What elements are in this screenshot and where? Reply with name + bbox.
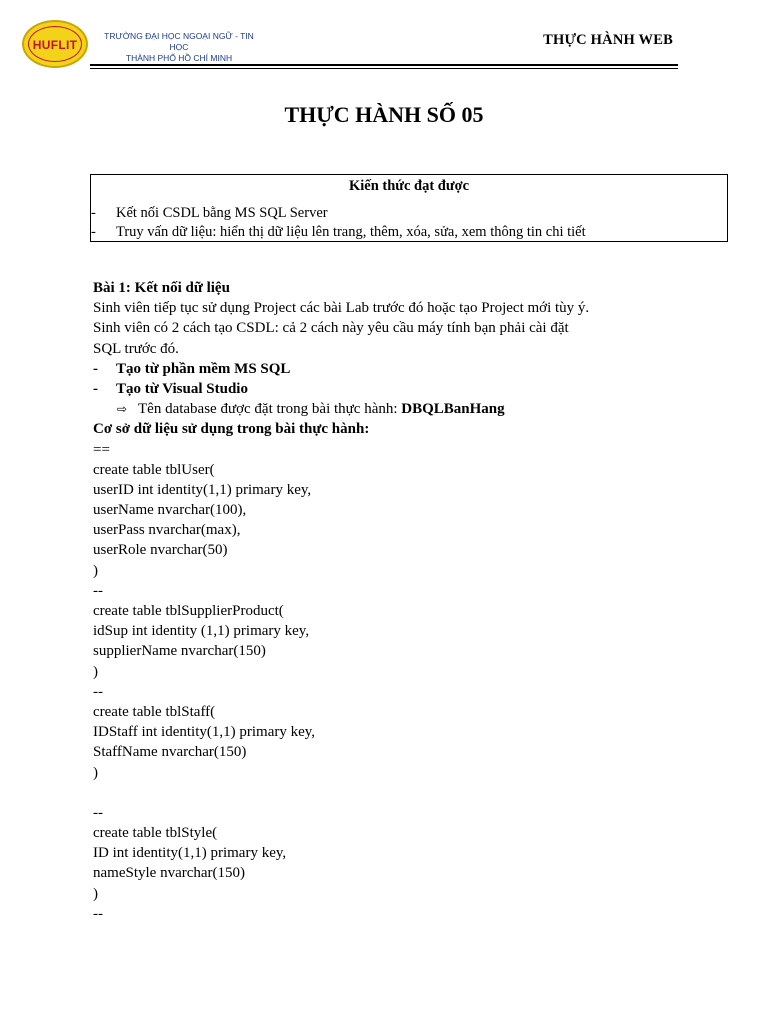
blank-line (93, 783, 733, 803)
code-line: userName nvarchar(100), (93, 502, 247, 519)
arrow-right-icon: ⇨ (117, 402, 128, 417)
page-header (0, 0, 768, 80)
code-line: create table tblUser( (93, 461, 215, 478)
code-line: userRole nvarchar(50) (93, 542, 228, 559)
bullet-text: Tạo từ phần mềm MS SQL (116, 360, 291, 377)
header-rule-thin (90, 68, 678, 69)
document-title: THỰC HÀNH SỐ 05 (284, 102, 484, 127)
code-line: ID int identity(1,1) primary key, (93, 845, 287, 862)
database-name: DBQLBanHang (401, 401, 505, 418)
school-name-line1: TRƯỜNG ĐẠI HỌC NGOẠI NGỮ - TIN HỌC (104, 31, 254, 52)
code-line: nameStyle nvarchar(150) (93, 865, 246, 882)
bullet-item (93, 379, 733, 399)
code-line: == (93, 441, 110, 458)
database-note-prefix: Tên database được đặt trong bài thực hành: (138, 401, 402, 418)
knowledge-item-text: Kết nối CSDL bằng MS SQL Server (116, 205, 328, 221)
database-note (93, 399, 733, 419)
dash-bullet: - (91, 205, 96, 221)
knowledge-box (90, 174, 728, 242)
logo-text: HUFLIT (32, 38, 78, 52)
code-line: ) (93, 885, 98, 902)
bullet-text: Tạo từ Visual Studio (116, 380, 248, 397)
paragraph: SQL trước đó. (93, 340, 179, 357)
code-line: StaffName nvarchar(150) (93, 744, 247, 761)
code-line: ) (93, 663, 98, 680)
code-line: supplierName nvarchar(150) (93, 643, 266, 660)
school-name-line2: THÀNH PHỐ HỒ CHÍ MINH (125, 53, 233, 63)
code-line: ) (93, 562, 98, 579)
lesson-heading: Bài 1: Kết nối dữ liệu (93, 280, 230, 296)
paragraph: Sinh viên có 2 cách tạo CSDL: cả 2 cách này yêu cầu máy tính bạn phải cài đặt (93, 320, 569, 337)
knowledge-item-text: Truy vấn dữ liệu: hiển thị dữ liệu lên trang, thêm, xóa, sửa, xem thông tin chi tiết (116, 224, 586, 240)
code-line: userID int identity(1,1) primary key, (93, 481, 312, 498)
paragraph: Sinh viên tiếp tục sử dụng Project các bài Lab trước đó hoặc tạo Project mới tùy ý. (93, 300, 590, 317)
bullet-item (93, 359, 733, 379)
code-line: -- (93, 582, 103, 599)
school-name (94, 31, 264, 64)
database-heading: Cơ sở dữ liệu sử dụng trong bài thực hành: (93, 421, 370, 438)
dash-bullet: - (91, 224, 96, 240)
code-line: -- (93, 683, 103, 700)
code-line: create table tblStyle( (93, 825, 218, 842)
code-line: ) (93, 764, 98, 781)
code-line: IDStaff int identity(1,1) primary key, (93, 724, 316, 741)
university-logo (22, 20, 88, 68)
dash-bullet: - (93, 360, 98, 377)
code-line: userPass nvarchar(max), (93, 522, 241, 539)
code-line: idSup int identity (1,1) primary key, (93, 623, 310, 640)
knowledge-box-heading: Kiến thức đạt được (348, 178, 470, 194)
code-line: -- (93, 905, 103, 922)
header-rule-thick (90, 64, 678, 66)
dash-bullet: - (93, 380, 98, 397)
header-title: THỰC HÀNH WEB (543, 32, 673, 48)
code-line: -- (93, 804, 103, 821)
database-note-text (138, 399, 505, 419)
code-line: create table tblSupplierProduct( (93, 603, 284, 619)
code-line: create table tblStaff( (93, 703, 216, 720)
lesson-content (93, 278, 733, 924)
